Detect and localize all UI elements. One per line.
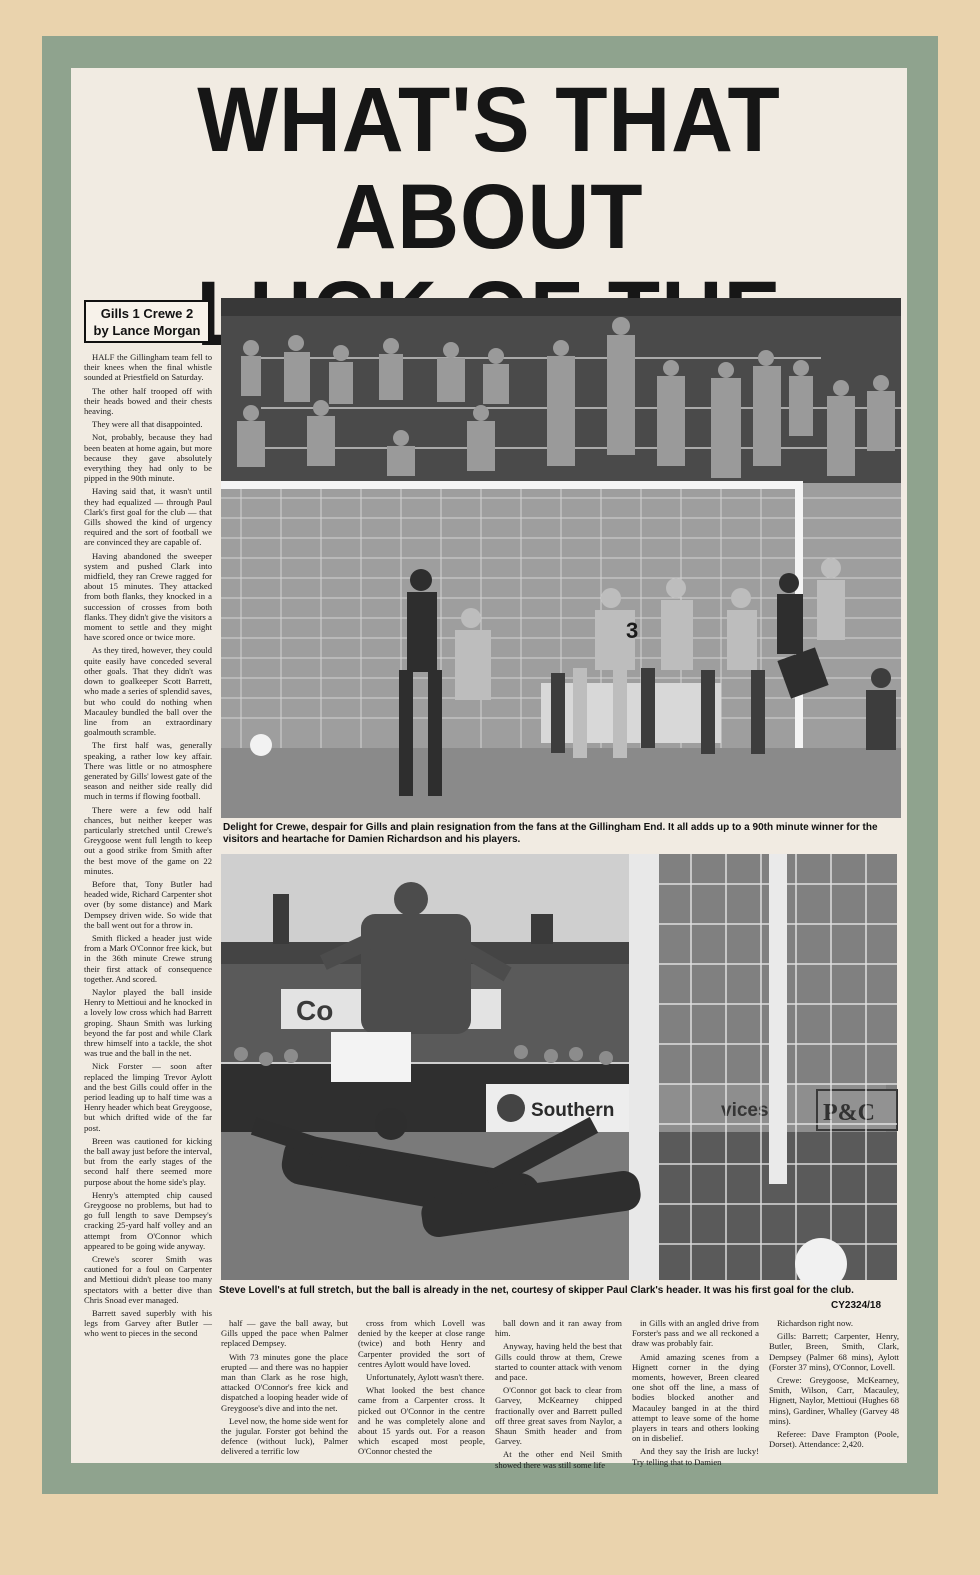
byline-box	[84, 300, 210, 343]
article-paragraph: Before that, Tony Butler had headed wide, Richard Carpenter shot over (by some distance) and Mark Dempsey driven wide. So wide that the ball went out for a throw in.	[84, 878, 212, 930]
article-column-5	[632, 1318, 759, 1467]
article-paragraph: HALF the Gillingham team fell to their knees when the final whistle sounded at Priestfield on Saturday.	[84, 352, 212, 383]
headline-line1: WHAT'S THAT ABOUT	[197, 69, 781, 268]
article-paragraph: Smith flicked a header just wide from a Mark O'Connor free kick, but in the 36th minute Crewe strung their first attack of consequence together. And scored.	[84, 932, 212, 984]
article-paragraph: The first half was, generally speaking, a rather low key affair. There was little or no atmosphere generated by Gills' lowest gate of the season and neither side really did much in terms if flowing football.	[84, 740, 212, 802]
shirt-number: 3	[626, 618, 639, 643]
article-column-3	[358, 1318, 485, 1458]
article-paragraph: Level now, the home side went for the jugular. Forster got behind the defence (without luck), Palmer delivered a terrific low	[221, 1415, 349, 1457]
article-paragraph: The other half trooped off with their heads bowed and their chests heaving.	[84, 385, 212, 417]
article-paragraph: Nick Forster — soon after replaced the limping Trevor Aylott and the best Gills could offer in the period leading up to half time was a Henry header which beat Greygoose, but which drifted wide of the far post.	[84, 1061, 212, 1133]
match-score: Gills 1 Crewe 2	[100, 306, 194, 321]
article-paragraph: Anyway, having held the best that Gills could throw at them, Crewe started to counter attack with venom and pace.	[495, 1341, 622, 1383]
article-paragraph: Naylor played the ball inside Henry to Mettioui and he knocked in a lovely low cross which had Barrett groping. Shaun Smith was lurking beyond the far post and while Clark threw himself into a tackle, the shot was true and the ball in the net.	[84, 986, 212, 1059]
article-paragraph: Henry's attempted chip caused Greygoose no problems, but had to go full length to save Dempsey's cracking 25-yard half volley and an attempt from O'Connor which appeared to be going wide anyway.	[84, 1189, 212, 1251]
photo2-caption: Steve Lovell's at full stretch, but the ball is already in the net, courtesy of skipper Paul Clark's header. It was his first goal for the club.	[219, 1285, 854, 1296]
article-paragraph: cross from which Lovell was denied by the keeper at close range (twice) and both Henry and Carpenter provided the sort of centres Aylott would have loved.	[358, 1318, 485, 1369]
reference-code: CY2324/18	[831, 1300, 882, 1311]
photo1-caption: Delight for Crewe, despair for Gills and plain resignation from the fans at the Gillingham End. It all adds up to a 90th minute winner for the visitors and heartache for Damien Richardson and his players.	[223, 822, 878, 845]
article-paragraph: in Gills with an angled drive from Forster's pass and we all reckoned a draw was probably fair.	[632, 1318, 759, 1349]
article-paragraph: Referee: Dave Frampton (Poole, Dorset). Attendance: 2,420.	[769, 1429, 899, 1450]
article-paragraph: Richardson right now.	[777, 1318, 854, 1328]
article-paragraph: They were all that disappointed.	[92, 419, 203, 430]
article-column-2	[221, 1318, 348, 1458]
article-paragraph: Amid amazing scenes from a Hignett corner in the dying moments, however, Breen cleared one shot off the line, a mass of bodies blocked another and Macauley banged in at the third attempt to leave some of the home players in tears and others looking on in disbelief.	[632, 1351, 759, 1444]
article-paragraph: As they tired, however, they could quite easily have conceded several other goals. That they didn't was down to goalkeeper Scott Barrett, who made a series of splendid saves, but who could do nothing when Macauley bundled the ball over the line from an extraordinary goalmouth scramble.	[84, 645, 212, 738]
article-paragraph: ball down and it ran away from him.	[495, 1318, 622, 1339]
article-paragraph: O'Connor got back to clear from Garvey, McKearney chipped fractionally over and Barrett pulled off three great saves from Naylor, a Shaun Smith header and from Garvey.	[495, 1385, 622, 1447]
article-paragraph: Not, probably, because they had been beaten at home again, but more because they gave absolutely everything they had only to be pipped in the 90th minute.	[84, 432, 212, 484]
article-paragraph: Unfortunately, Aylott wasn't there.	[366, 1372, 484, 1383]
background-sign-1: Co	[296, 995, 334, 1026]
header-goal-photo	[221, 854, 897, 1280]
article-paragraph: With 73 minutes gone the place erupted — and there was no happier man than Clark as he rose high, attacked O'Connor's free kick and dispatched a looping header wide of Greygoose's dive and into the net.	[221, 1351, 348, 1413]
article-paragraph: Barrett saved superbly with his legs from Garvey after Butler — who went to pieces in the second	[84, 1308, 212, 1339]
author: by Lance Morgan	[93, 323, 201, 338]
article-paragraph: What looked the best chance came from a Carpenter cross. It picked out O'Connor in the centre and he was completely alone and about 15 yards out. For a reason which escaped most people, O'Connor chested the	[358, 1385, 485, 1457]
article-paragraph: Crewe: Greygoose, McKearney, Smith, Wilson, Carr, Macauley, Hignett, Naylor, Mettioui (Hughes 68 mins), Gardiner, Whalley (Garvey 48 mins).	[769, 1375, 899, 1426]
article-paragraph: half — gave the ball away, but Gills upped the pace when Palmer replaced Dempsey.	[221, 1318, 348, 1349]
article-column-4	[495, 1318, 622, 1470]
goalmouth-scramble-photo	[221, 298, 901, 818]
article-paragraph: Having said that, it wasn't until they had equalized — through Paul Clark's first goal for the club — that Gills showed the kind of urgency required and the sort of football we are convinced they are capable of.	[84, 486, 212, 548]
article-paragraph: There were a few odd half chances, but neither keeper was particularly stretched until Crewe's Greygoose went full length to keep out a good strike from Smith after the best move of the game on 22 minutes.	[84, 804, 212, 876]
background-sign-2: Southern	[531, 1100, 615, 1121]
article-paragraph: Gills: Barrett; Carpenter, Henry, Butler, Breen, Smith, Clark, Dempsey (Palmer 68 mins), Aylott (Forster 37 mins), O'Connor, Lovell.	[769, 1331, 899, 1372]
article-paragraph: Crewe's scorer Smith was cautioned for a foul on Carpenter and Mettioui didn't please too many spectators with a better dive than Chris Snoad ever managed.	[84, 1254, 212, 1305]
article-paragraph: At the other end Neil Smith showed there was still some life	[495, 1449, 622, 1470]
newspaper-clipping	[71, 68, 907, 1470]
article-paragraph: And they say the Irish are lucky! Try telling that to Damien	[632, 1446, 759, 1467]
article-column-1	[84, 352, 212, 1460]
article-paragraph: Breen was cautioned for kicking the ball away just before the interval, but from the early stages of the second half there seemed more purpose about the home side's play.	[84, 1135, 212, 1187]
article-column-6	[769, 1318, 899, 1458]
article-paragraph: Having abandoned the sweeper system and pushed Clark into midfield, they ran Crewe ragged for about 15 minutes. They attacked from both flanks, they knocked in a succession of crosses from both flanks. They didn't give the visitors a moment to settle and they might have scored once or twice more.	[84, 550, 212, 643]
